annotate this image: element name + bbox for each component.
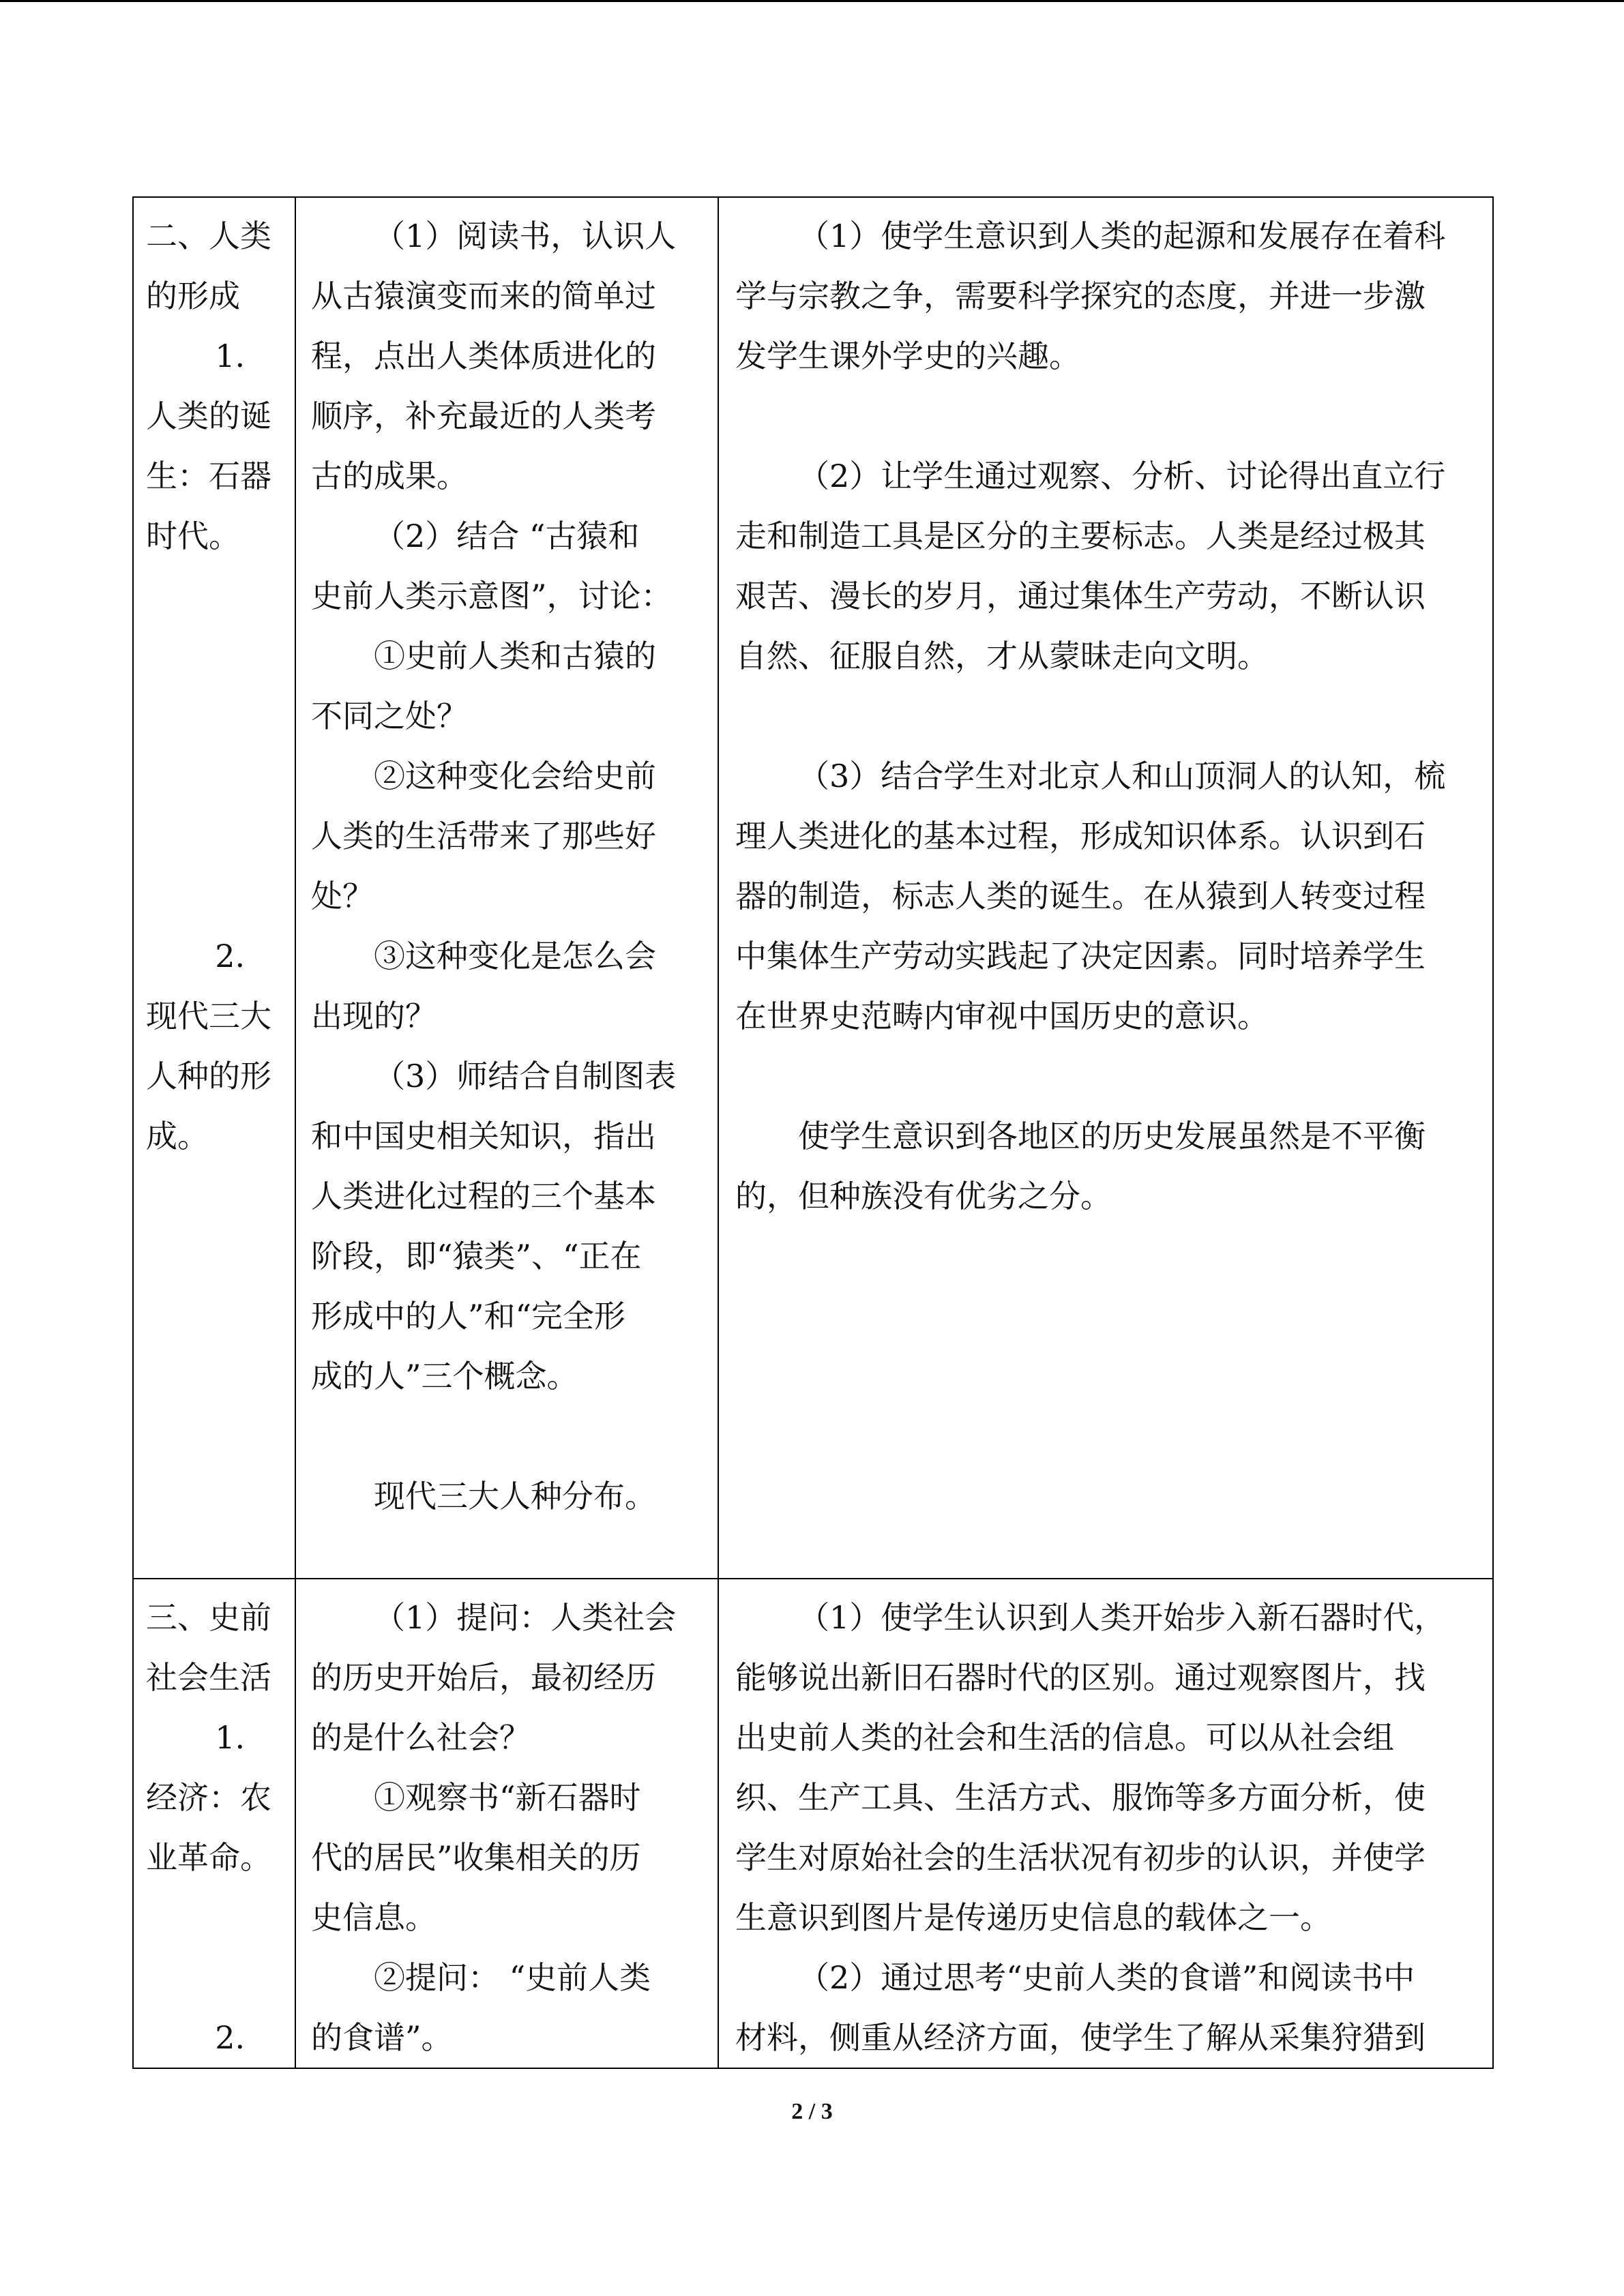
section-title-line: 社会生活 [146,1659,271,1696]
item-number: 2. [215,2019,246,2056]
goal-line: 器的制造，标志人类的诞生。在从猿到人转变过程 [735,878,1426,914]
question-line: 史信息。 [311,1899,437,1936]
question-line: 处？ [311,878,374,914]
goal-cell-human-formation [718,197,1493,1579]
question-line: 人类的生活带来了那些好 [311,818,656,854]
activity-line: 史前人类示意图”，讨论： [311,578,673,614]
goal-line: 发学生课外学史的兴趣。 [735,338,1080,374]
page-top-border [0,0,1624,2]
activity-cell-prehistoric-life [295,1579,718,2068]
page-number: 2 / 3 [791,2099,833,2124]
item-text-line: 现代三大 [146,998,271,1034]
goal-line: 走和制造工具是区分的主要标志。人类是经过极其 [735,518,1426,554]
item-text-line: 人类的诞 [146,398,271,434]
item-text-line: 成。 [146,1118,209,1154]
goal-line: （2）让学生通过观察、分析、讨论得出直立行 [798,458,1446,494]
question-line: ②这种变化会给史前 [374,758,656,794]
section-cell-prehistoric-life [133,1579,295,2068]
question-line: 代的居民”收集相关的历 [311,1839,641,1876]
goal-line: 使学生意识到各地区的历史发展虽然是不平衡 [798,1118,1426,1154]
goal-line: 学生对原始社会的生活状况有初步的认识，并使学 [735,1839,1426,1876]
question-line: 出现的？ [311,998,437,1034]
goal-line: 在世界史范畴内审视中国历史的意识。 [735,998,1269,1034]
goal-line: （1）使学生认识到人类开始步入新石器时代， [798,1599,1446,1636]
question-line: ①史前人类和古猿的 [374,638,656,674]
question-line: ③这种变化是怎么会 [374,938,656,974]
goal-line: 的，但种族没有优劣之分。 [735,1178,1112,1214]
goal-line: 生意识到图片是传递历史信息的载体之一。 [735,1899,1331,1936]
activity-line: 古的成果。 [311,458,468,494]
goal-line: 艰苦、漫长的岁月，通过集体生产劳动，不断认识 [735,578,1426,614]
goal-line: 织、生产工具、生活方式、服饰等多方面分析，使 [735,1779,1426,1816]
item-text-line: 业革命。 [146,1839,271,1876]
section-title-line: 三、史前 [146,1599,271,1636]
activity-line: （1）阅读书，认识人 [374,218,677,254]
table-row [133,1579,1493,2068]
goal-line: 出史前人类的社会和生活的信息。可以从社会组 [735,1719,1394,1756]
activity-line: （1）提问：人类社会 [374,1599,677,1636]
item-number: 2. [215,938,246,974]
goal-line: 能够说出新旧石器时代的区别。通过观察图片，找 [735,1659,1426,1696]
item-number: 1. [215,1719,246,1756]
section-title-line: 二、人类 [146,218,271,254]
activity-line: （3）师结合自制图表 [374,1058,677,1094]
question-line: 不同之处？ [311,698,468,734]
goal-line: 中集体生产劳动实践起了决定因素。同时培养学生 [735,938,1426,974]
lesson-plan-table [132,196,1494,2069]
item-text-line: 时代。 [146,518,240,554]
goal-line: （3）结合学生对北京人和山顶洞人的认知，梳 [798,758,1446,794]
activity-line: 现代三大人种分布。 [374,1478,656,1515]
goal-line: 自然、征服自然，才从蒙昧走向文明。 [735,638,1269,674]
goal-line: （1）使学生意识到人类的起源和发展存在着科 [798,218,1446,254]
table-row [133,197,1493,1579]
activity-line: 阶段，即“猿类”、“正在 [311,1238,642,1274]
activity-cell-human-formation [295,197,718,1579]
activity-line: 人类进化过程的三个基本 [311,1178,656,1214]
question-line: 的食谱”。 [311,2019,453,2056]
activity-line: （2）结合 “古猿和 [374,518,640,554]
question-line: ①观察书“新石器时 [374,1779,641,1816]
goal-line: 材料，侧重从经济方面，使学生了解从采集狩猎到 [735,2019,1426,2056]
activity-line: 的是什么社会？ [311,1719,531,1756]
section-cell-human-formation [133,197,295,1579]
item-text-line: 经济：农 [146,1779,271,1816]
activity-line: 和中国史相关知识，指出 [311,1118,656,1154]
activity-line: 形成中的人”和“完全形 [311,1298,626,1335]
goal-line: 学与宗教之争，需要科学探究的态度，并进一步激 [735,278,1426,314]
item-text-line: 人种的形 [146,1058,271,1094]
activity-line: 程，点出人类体质进化的 [311,338,656,374]
section-title-line: 的形成 [146,278,240,314]
activity-line: 的历史开始后，最初经历 [311,1659,656,1696]
item-number: 1. [215,338,246,374]
activity-line: 顺序，补充最近的人类考 [311,398,656,434]
question-line: ②提问： “史前人类 [374,1959,651,1996]
goal-line: （2）通过思考“史前人类的食谱”和阅读书中 [798,1959,1415,1996]
goal-cell-prehistoric-life [718,1579,1493,2068]
activity-line: 从古猿演变而来的简单过 [311,278,656,314]
activity-line: 成的人”三个概念。 [311,1358,578,1395]
item-text-line: 生：石器 [146,458,271,494]
goal-line: 理人类进化的基本过程，形成知识体系。认识到石 [735,818,1426,854]
